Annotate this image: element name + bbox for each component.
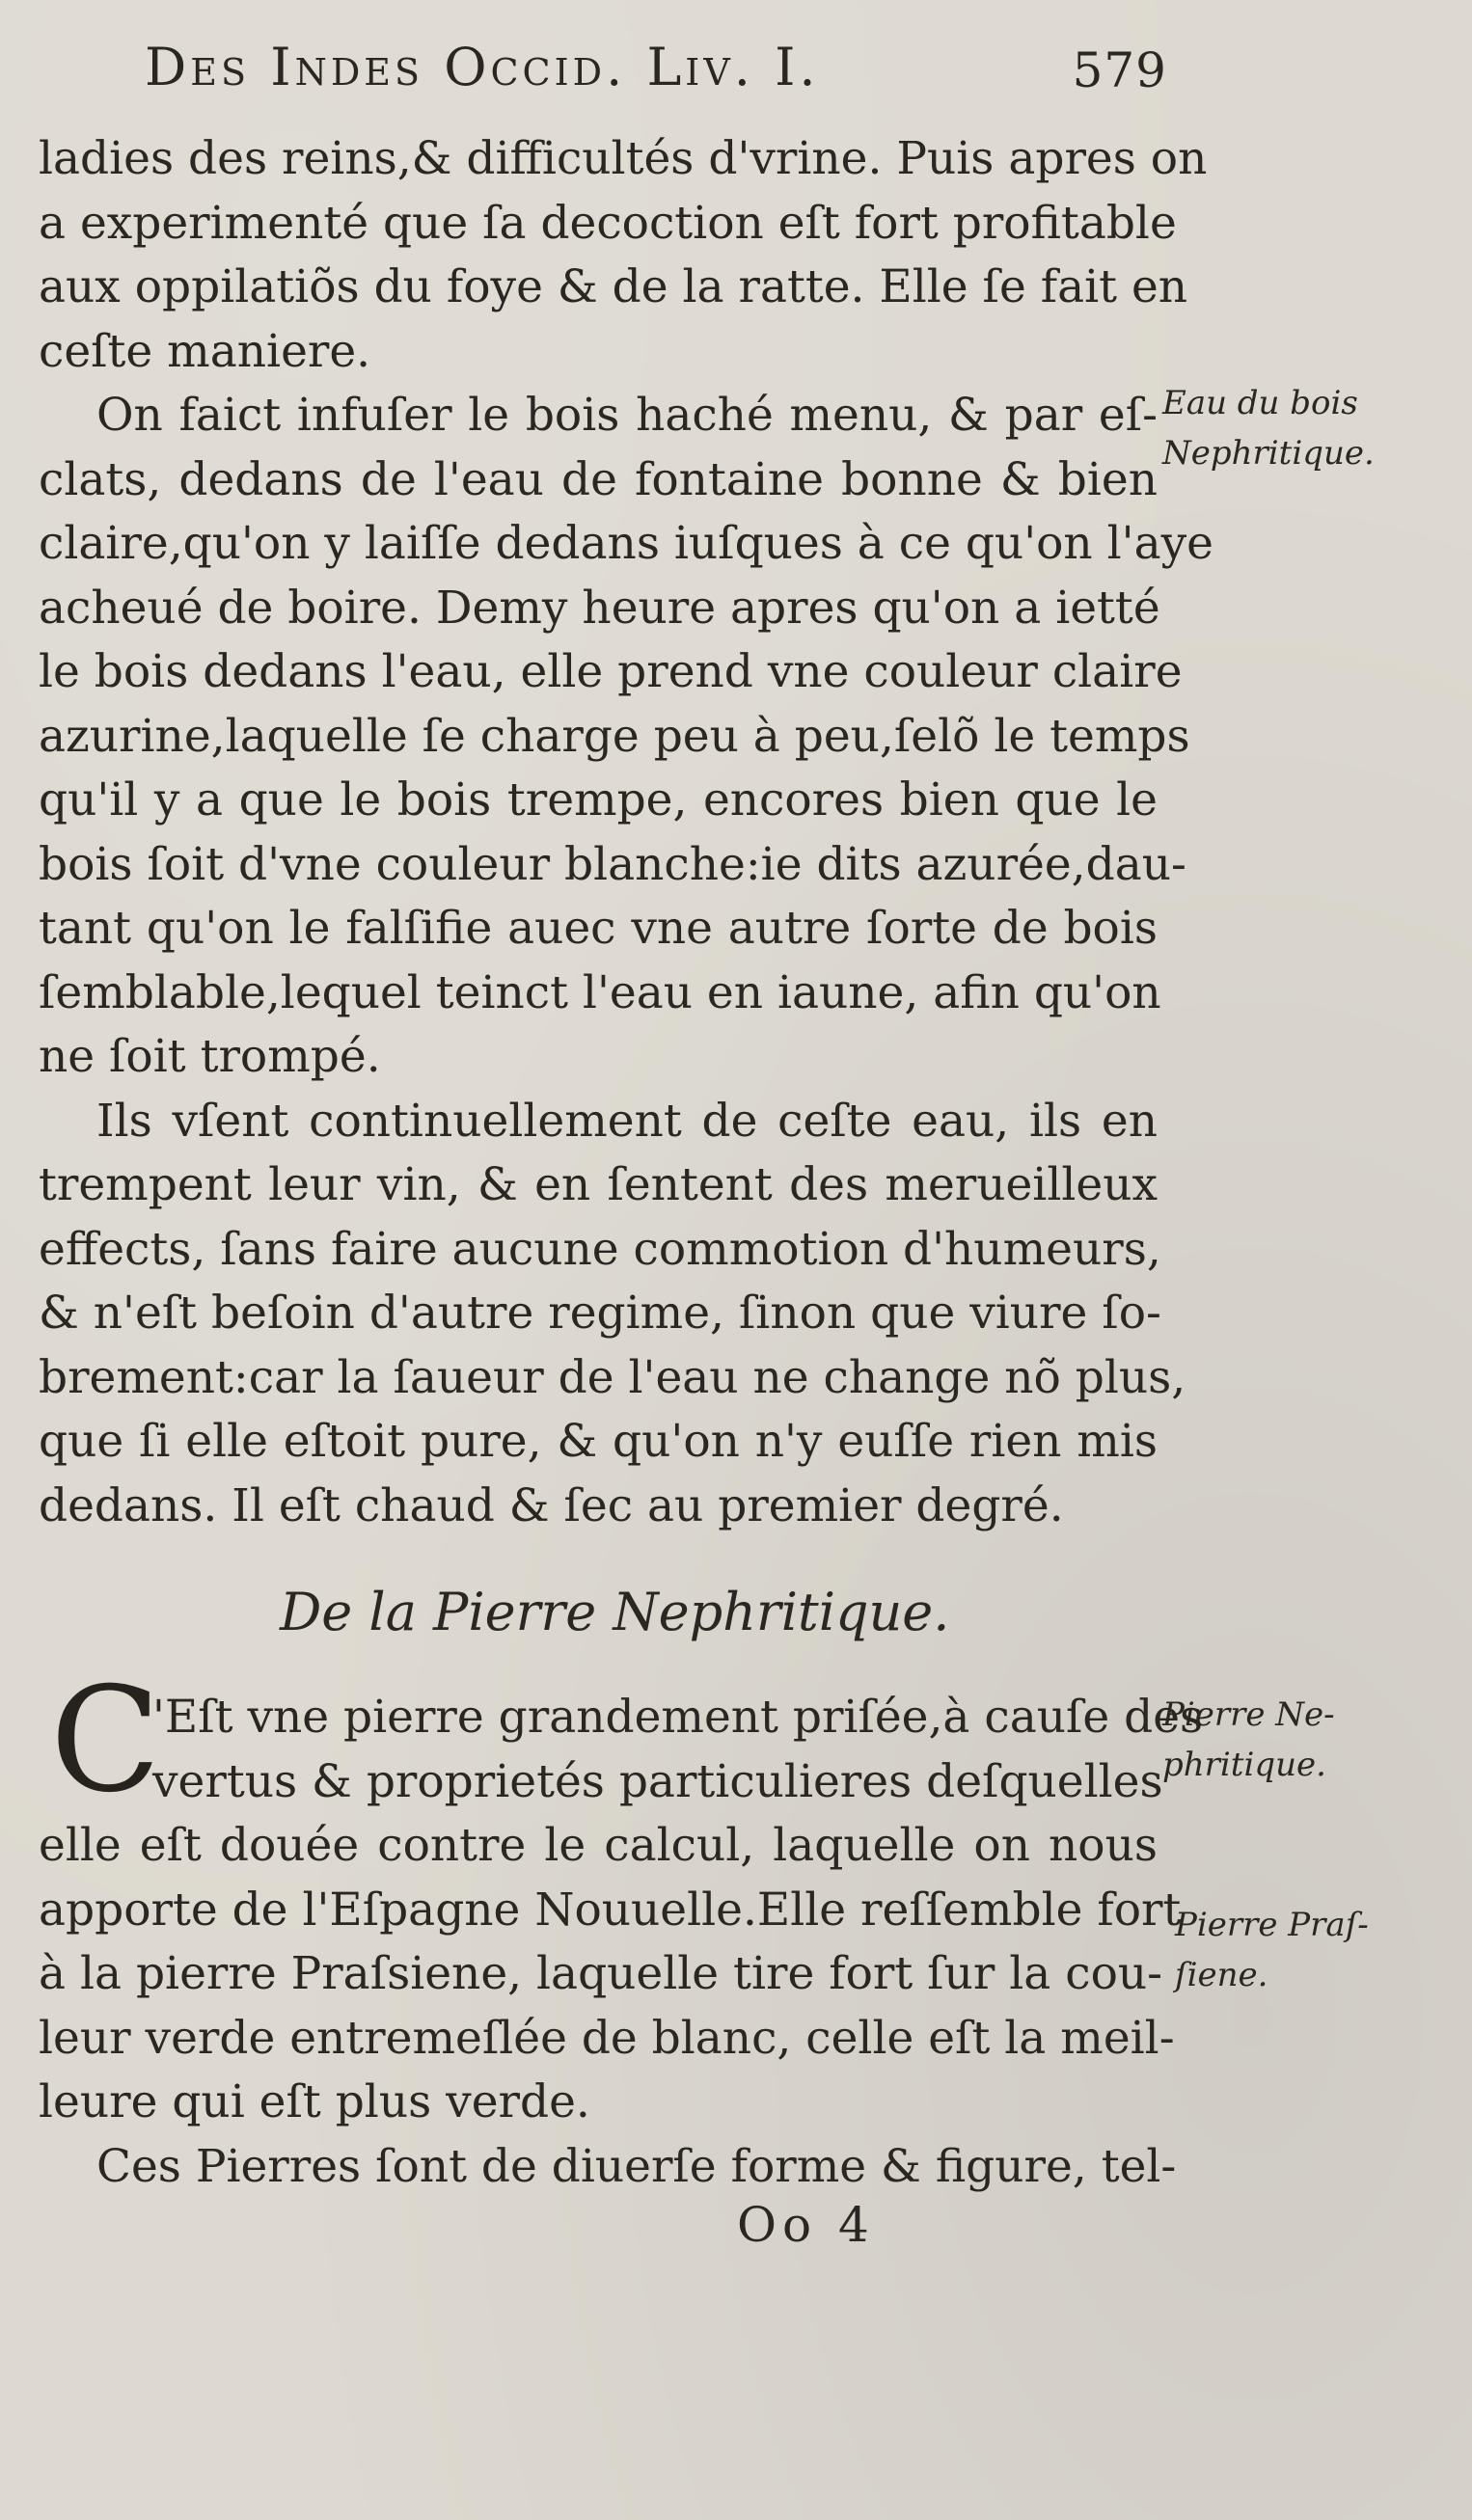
text-line: leure qui eſt plus verde. [39,2075,590,2128]
marginal-note-line: Nephritique. [1162,434,1375,473]
text-line: clats, dedans de l'eau de fontaine bonne & bien [39,452,1158,506]
text-line: azurine,laquelle ſe charge peu à peu,ſelõ le temps [39,709,1190,763]
marginal-note [1175,1900,1369,2000]
text-line: ſemblable,lequel teinct l'eau en iaune, afin qu'on [39,965,1161,1019]
marginal-note-line: Pierre Praſ- [1175,1906,1369,1944]
text-line: elle eſt douée contre le calcul, laquelle on nous [39,1819,1158,1872]
text-line: claire,qu'on y laiſſe dedans iuſques à ce qu'on l'aye [39,517,1213,570]
text-line: qu'il y a que le bois trempe, encores bien que le [39,773,1158,826]
drop-cap: C [50,1657,161,1825]
text-line: aux oppilatiõs du foye & de la ratte. Elle ſe fait en [39,260,1188,313]
text-line: bois ſoit d'vne couleur blanche:ie dits azurée,dau- [39,837,1186,891]
running-title: Des Indes Occid. Liv. I. [145,37,820,97]
marginal-note [1162,1690,1335,1790]
marginal-note-line: phritique. [1162,1746,1326,1784]
marginal-note [1162,378,1375,478]
marginal-note-line: ſiene. [1175,1956,1268,1994]
text-line: leur verde entremeſlée de blanc, celle eſt la meil- [39,2011,1175,2065]
text-line: trempent leur vin, & en ſentent des merueilleux [39,1158,1158,1211]
text-line: On faict infuſer le bois haché menu, & par eſ- [96,389,1158,442]
text-line: le bois dedans l'eau, elle prend vne couleur claire [39,645,1183,698]
text-line: ladies des reins,& difficultés d'vrine. Puis apres on [39,132,1208,185]
text-line: que ſi elle eſtoit pure, & qu'on n'y euſſe rien mis [39,1415,1158,1468]
text-line: tant qu'on le falſifie auec vne autre ſorte de bois [39,902,1158,955]
text-line: & n'eſt beſoin d'autre regime, ſinon que viure ſo- [39,1287,1161,1340]
text-line: à la pierre Praſsiene, laquelle tire fort ſur la cou- [39,1947,1163,2000]
marginal-note-line: Eau du bois [1162,384,1358,422]
text-line: ne ſoit trompé. [39,1030,381,1083]
main-text [39,127,1213,1538]
section-title: De la Pierre Nephritique. [280,1582,950,1642]
page-header [145,37,1167,114]
text-line: effects, ſans faire aucune commotion d'humeurs, [39,1222,1161,1276]
text-line: ceſte maniere. [39,324,371,378]
marginal-note-line: Pierre Ne- [1162,1695,1335,1734]
page-number: 579 [1072,42,1167,98]
text-line: acheué de boire. Demy heure apres qu'on a ietté [39,581,1160,635]
section-text [39,1657,1204,2199]
text-line: Ils vſent continuellement de ceſte eau, ils en [96,1094,1158,1148]
text-line: vertus & proprietés particulieres deſquelles [152,1754,1163,1808]
text-line: Ces Pierres ſont de diuerſe forme & figure, tel- [96,2139,1177,2193]
text-line: 'Eſt vne pierre grandement priſée,à cauſe des [152,1691,1204,1744]
text-line: a experimenté que ſa decoction eſt fort profitable [39,196,1177,250]
text-line: brement:car la ſaueur de l'eau ne change nõ plus, [39,1350,1186,1404]
signature-mark: Oo 4 [737,2197,875,2253]
text-line: apporte de l'Eſpagne Nouuelle.Elle reſſemble fort [39,1883,1182,1937]
text-line: dedans. Il eſt chaud & ſec au premier degré. [39,1478,1064,1532]
